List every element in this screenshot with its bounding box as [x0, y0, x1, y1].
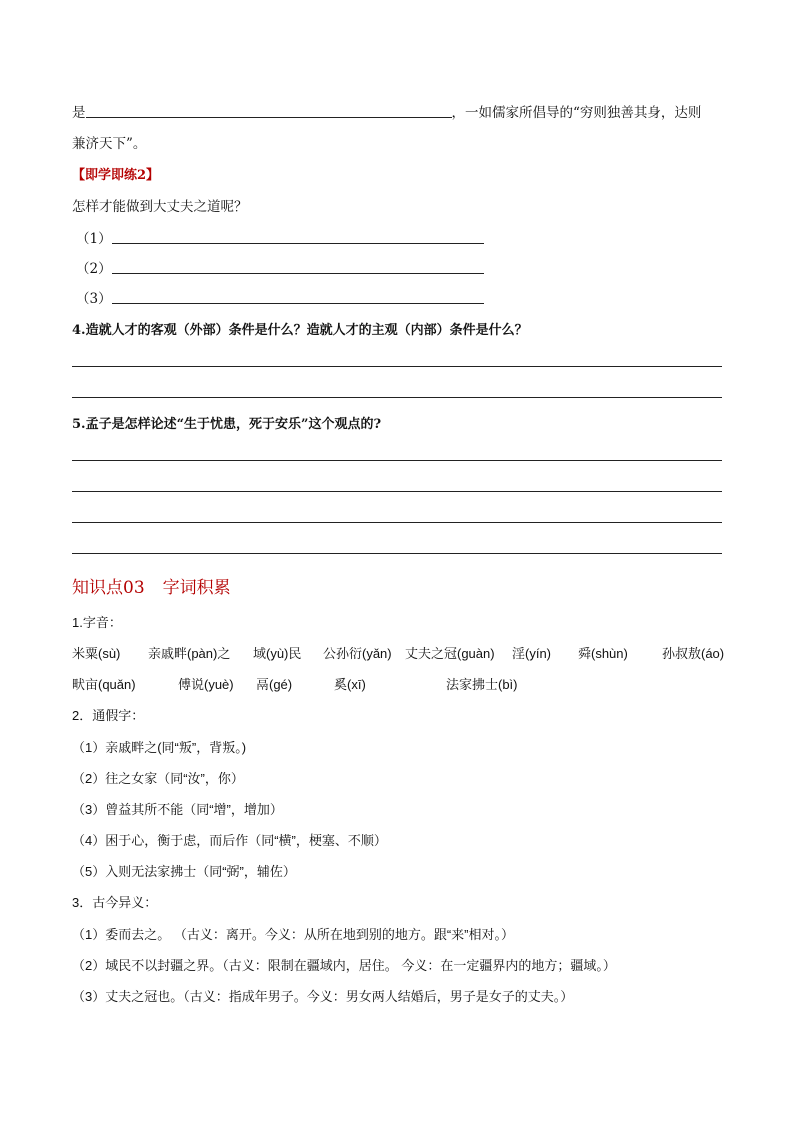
pron-item: 丈夫之冠(guàn) — [405, 646, 495, 661]
gujin-item: （1）委而去之。 （古义：离开。今义：从所在地到别的地方。跟“来”相对。） — [72, 927, 515, 942]
question-5: 5.孟子是怎样论述“生于忧患，死于安乐”这个观点的? — [72, 417, 382, 432]
tongjia-item: （1）亲戚畔之(同“叛”，背叛。) — [72, 740, 247, 755]
tongjia-item: （5）入则无法家拂士（同“弼”，辅佐） — [72, 864, 296, 879]
pron-item: 亲戚畔(pàn)之 — [148, 646, 231, 661]
answer-line[interactable] — [72, 460, 722, 461]
exercise-item-1 — [76, 227, 484, 247]
answer-line[interactable] — [72, 366, 722, 367]
answer-blank[interactable] — [112, 259, 484, 274]
pron-item: 孙叔敖(áo) — [662, 646, 725, 661]
answer-line[interactable] — [72, 522, 722, 523]
pron-item: 畎亩(quǎn) — [72, 677, 136, 692]
pron-item: 公孙衍(yǎn) — [323, 646, 392, 661]
pron-item: 米粟(sù) — [72, 646, 121, 661]
gujin-item: （3）丈夫之冠也。（古义：指成年男子。今义：男女两人结婚后，男子是女子的丈夫。） — [72, 989, 574, 1004]
exercise-item-2 — [76, 257, 484, 277]
tongjia-heading: 2．通假字： — [72, 708, 145, 723]
sentence-suffix: ，一如儒家所倡导的“穷则独善其身，达则 — [451, 105, 702, 121]
gujin-heading: 3．古今异义： — [72, 895, 158, 910]
item-number: （1） — [76, 231, 112, 247]
question-4: 4.造就人才的客观（外部）条件是什么？造就人才的主观（内部）条件是什么？ — [72, 323, 528, 338]
pron-item: 淫(yín) — [512, 646, 552, 661]
section-name: 字词积累 — [162, 578, 231, 598]
answer-blank[interactable] — [112, 289, 484, 304]
item-number: （3） — [76, 291, 112, 307]
exercise-label: 【即学即练2】 — [72, 168, 160, 183]
answer-blank[interactable] — [112, 229, 484, 244]
answer-line[interactable] — [72, 491, 722, 492]
pron-item: 傅说(yuè) — [178, 677, 234, 692]
answer-line[interactable] — [72, 397, 722, 398]
section-title — [72, 573, 249, 598]
item-number: （2） — [76, 261, 112, 277]
section-number: 知识点03 — [72, 578, 145, 598]
pron-item: 法家拂士(bì) — [446, 677, 518, 692]
exercise-question: 怎样才能做到大丈夫之道呢？ — [72, 199, 248, 215]
tongjia-item: （4）困于心，衡于虑，而后作（同“横”，梗塞、不顺） — [72, 833, 387, 848]
answer-blank[interactable] — [86, 103, 452, 118]
pron-item: 鬲(gé) — [256, 677, 293, 692]
pron-item: 奚(xī) — [334, 677, 366, 692]
sentence-prefix: 是 — [72, 105, 86, 121]
fill-in-line-1 — [72, 101, 701, 121]
pron-item: 域(yù)民 — [253, 646, 302, 661]
answer-line[interactable] — [72, 553, 722, 554]
exercise-item-3 — [76, 287, 484, 307]
gujin-item: （2）域民不以封疆之界。（古义：限制在疆域内，居住。 今义：在一定疆界内的地方；疆域。） — [72, 958, 616, 973]
pron-item: 舜(shùn) — [578, 646, 628, 661]
tongjia-item: （3）曾益其所不能（同“增”，增加） — [72, 802, 283, 817]
pron-heading: 1.字音： — [72, 615, 122, 630]
tongjia-item: （2）往之女家（同“汝”，你） — [72, 771, 244, 786]
fill-in-line-2: 兼济天下”。 — [72, 136, 147, 152]
